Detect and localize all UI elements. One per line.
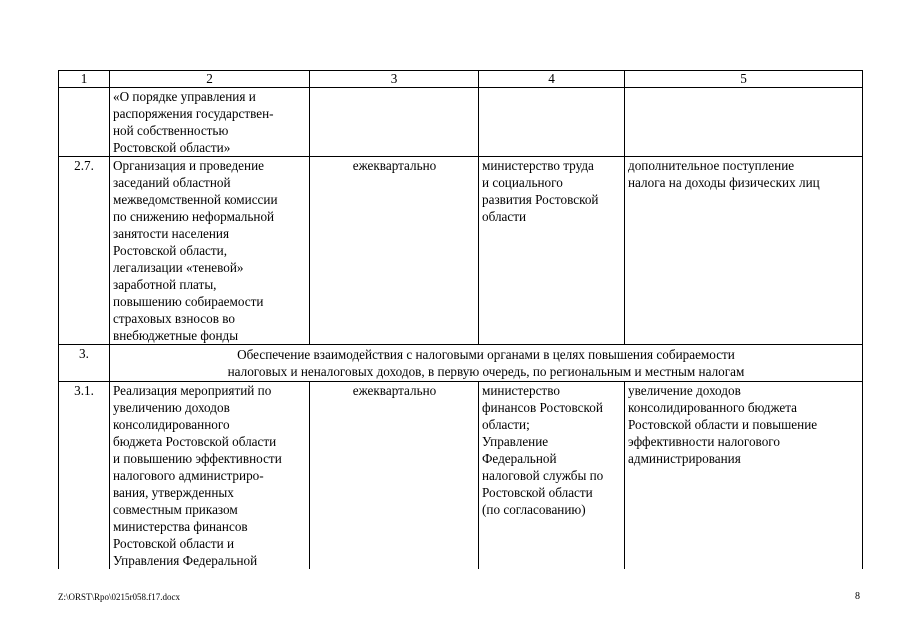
column-header: 4 (479, 71, 625, 88)
section-title: Обеспечение взаимодействия с налоговыми органами в целях повышения собираемости налоговых и неналоговых доходов, в первую очередь, по региональным и местным налогам (110, 345, 863, 382)
result-cell (625, 88, 863, 157)
column-header: 1 (59, 71, 110, 88)
section-row (59, 345, 863, 382)
result-cell: дополнительное поступление налога на доходы физических лиц (625, 157, 863, 345)
table-row (59, 382, 863, 570)
activity-cell: Реализация мероприятий по увеличению доходов консолидированного бюджета Ростовской области и повышению эффективности налогового администриро- вания, утвержденных совместным приказом министерства финансов Ростовской области и Управления Федеральной (110, 382, 310, 570)
row-number: 3.1. (59, 382, 110, 570)
activity-cell: «О порядке управления и распоряжения государствен- ной собственностью Ростовской области» (110, 88, 310, 157)
responsible-cell (479, 88, 625, 157)
table-row (59, 88, 863, 157)
column-header: 2 (110, 71, 310, 88)
page-number: 8 (855, 591, 860, 602)
section-number: 3. (59, 345, 110, 382)
term-cell: ежеквартально (310, 157, 479, 345)
term-cell: ежеквартально (310, 382, 479, 570)
table-header-row (59, 71, 863, 88)
result-cell: увеличение доходов консолидированного бюджета Ростовской области и повышение эффективности налогового администрирования (625, 382, 863, 570)
column-header: 5 (625, 71, 863, 88)
activity-cell: Организация и проведение заседаний областной межведомственной комиссии по снижению неформальной занятости населения Ростовской области, легализации «теневой» заработной платы, повышению собираемости страховых взносов во внебюджетные фонды (110, 157, 310, 345)
table-row (59, 157, 863, 345)
footer-file-path: Z:\ORST\Rpo\0215r058.f17.docx (58, 592, 180, 602)
term-cell (310, 88, 479, 157)
responsible-cell: министерство финансов Ростовской области; Управление Федеральной налоговой службы по Ростовской области (по согласованию) (479, 382, 625, 570)
row-number: 2.7. (59, 157, 110, 345)
row-number (59, 88, 110, 157)
column-header: 3 (310, 71, 479, 88)
activity-plan-table (58, 70, 863, 569)
responsible-cell: министерство труда и социального развития Ростовской области (479, 157, 625, 345)
